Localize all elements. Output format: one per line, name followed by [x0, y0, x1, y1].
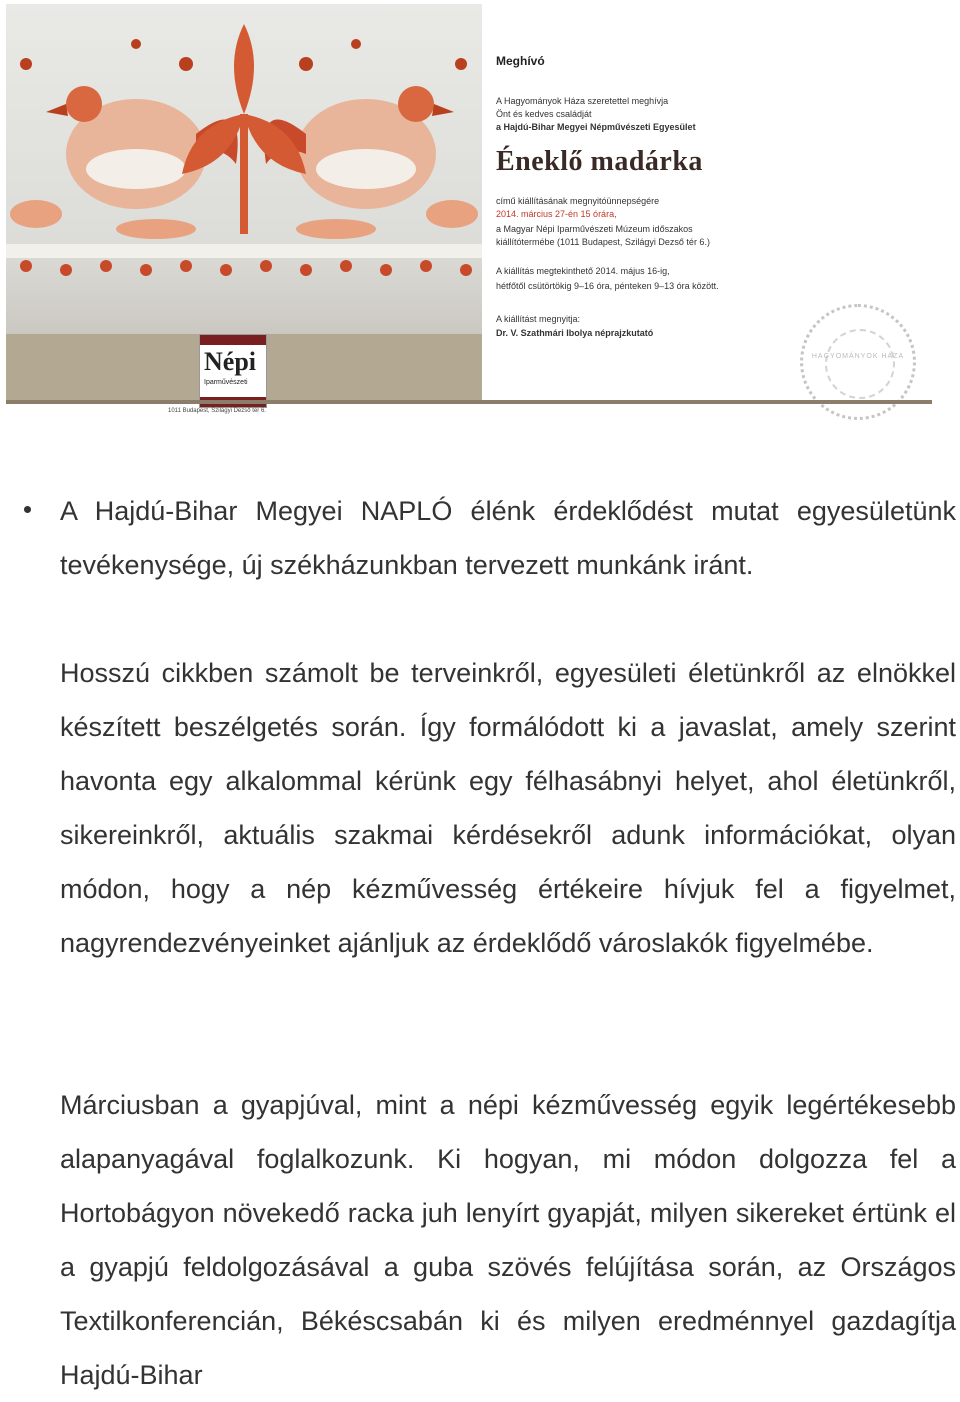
invitation-opener-line: Dr. V. Szathmári Ibolya néprajzkutató: [496, 328, 654, 338]
invitation-bottom-border: [6, 400, 932, 404]
article-paragraph-1: A Hajdú-Bihar Megyei NAPLÓ élénk érdeklődést mutat egyesületünk tevékenysége, új székházunkban tervezett munkánk iránt.: [60, 496, 956, 580]
invitation-title: Éneklő madárka: [496, 146, 703, 177]
invitation-card: [6, 4, 932, 404]
invitation-detail-line: a Magyar Népi Iparművészeti Múzeum időszakos: [496, 224, 693, 234]
invitation-detail-line: kiállítótermébe (1011 Budapest, Szilágyi Dezső tér 6.): [496, 237, 710, 247]
invitation-date-line: 2014. március 27-én 15 órára,: [496, 209, 617, 219]
hagyomanyok-haza-seal-icon: HAGYOMÁNYOK HÁZA: [800, 304, 916, 420]
article-paragraph-2: Hosszú cikkben számolt be terveinkről, egyesületi életünkről az elnökkel készített beszélgetés során. Így formálódott ki a javaslat, amely szerint havonta egy alkalommal kérünk egy félhasábnyi helyet, ahol életünkről, sikereinkről, aktuális szakmai kérdésekről adunk információkat, olyan módon, hogy a nép kézművesség értékeire hívjuk fel a figyelmet, nagyrendezvényeinket ajánljuk az érdeklődő városlakók figyelmébe.: [60, 658, 956, 958]
bullet-icon: [24, 506, 31, 513]
invitation-heading: Meghívó: [496, 54, 545, 68]
nepi-iparmuveszeti-logo: Népi Iparművészeti: [199, 334, 267, 408]
invitation-intro-line: Önt és kedves családját: [496, 109, 592, 119]
invitation-hours-line: A kiállítás megtekinthető 2014. május 16-ig,: [496, 266, 670, 276]
invitation-intro-line: a Hajdú-Bihar Megyei Népművészeti Egyesület: [496, 122, 696, 132]
invitation-hours-line: hétfőtől csütörtökig 9–16 óra, pénteken 9–13 óra között.: [496, 281, 719, 291]
invitation-detail-line: című kiállításának megnyitóünnepségére: [496, 196, 660, 206]
invitation-opener-line: A kiállítást megnyitja:: [496, 314, 581, 324]
logo-caption: 1011 Budapest, Szilágyi Dezső tér 6.: [168, 408, 266, 414]
invitation-intro-line: A Hagyományok Háza szeretettel meghívja: [496, 96, 669, 106]
article-paragraph-3: Márciusban a gyapjúval, mint a népi kézművesség egyik legértékesebb alapanyagával foglalkozunk. Ki hogyan, mi módon dolgozza fel a Hortobágyon növekedő racka juh lenyírt gyapját, milyen sikereket értünk el a gyapjú feldolgozásával a guba szövés felújítása során, az Országos Textilkonferencián, Békéscsabán ki és milyen eredménnyel gazdagítja Hajdú-Bihar: [60, 1090, 956, 1390]
